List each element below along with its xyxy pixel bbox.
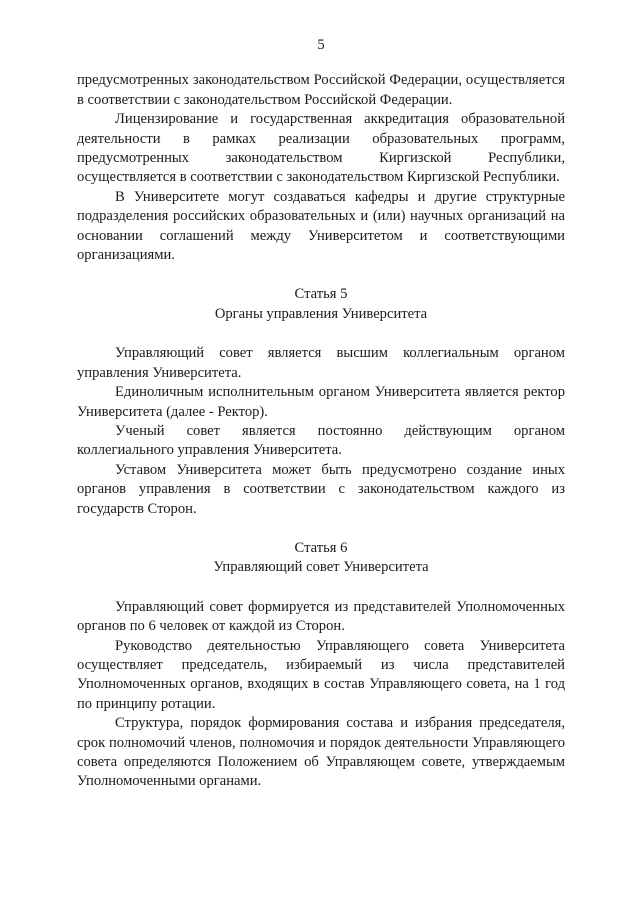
paragraph: В Университете могут создаваться кафедры и другие структурные подразделения российских образовательных и (или) научных организаций на основании соглашений между Университетом и соответствующими организациями. [77, 188, 565, 264]
paragraph: Лицензирование и государственная аккредитация образовательной деятельности в рамках реализации образовательных программ, предусмотренных законодательством Киргизской Республики, осуществляется в соответствии с законодательством Киргизской Республики. [77, 111, 565, 186]
document-page [77, 36, 565, 792]
page-number: 5 [317, 37, 325, 53]
paragraph: Единоличным исполнительным органом Университета является ректор Университета (далее - Ректор). [77, 384, 565, 420]
paragraph: Ученый совет является постоянно действующим органом коллегиального управления Университета. [77, 422, 565, 459]
intro-section [77, 71, 565, 265]
paragraph: Руководство деятельностью Управляющего совета Университета осуществляет председатель, избираемый из числа представителей Уполномоченных органов, входящих в состав Управляющего совета, на 1 год по принципу ротации. [77, 637, 565, 712]
paragraph: Управляющий совет формируется из представителей Уполномоченных органов по 6 человек от каждой из Сторон. [77, 598, 565, 635]
paragraph: предусмотренных законодательством Российской Федерации, осуществляется в соответствии с законодательством Российской Федерации. [77, 72, 565, 108]
article-6-section [77, 539, 565, 792]
paragraph: Структура, порядок формирования состава и избрания председателя, срок полномочий членов, полномочия и порядок деятельности Управляющего совета определяются Положением об Управляющем совете, утверждаемым Уполномоченными органами. [77, 715, 565, 790]
article-5-number: Статья 5 [294, 286, 348, 303]
article-6-title: Управляющий совет Университета [213, 559, 429, 576]
article-5-title: Органы управления Университета [214, 305, 428, 322]
article-6-heading [77, 539, 565, 578]
paragraph: Управляющий совет является высшим коллегиальным органом управления Университета. [77, 345, 565, 381]
article-6-number: Статья 6 [294, 539, 348, 556]
article-5-heading [77, 285, 565, 324]
paragraph: Уставом Университета может быть предусмотрено создание иных органов управления в соответствии с законодательством каждого из государств Сторон. [77, 461, 565, 517]
article-5-section [77, 285, 565, 518]
